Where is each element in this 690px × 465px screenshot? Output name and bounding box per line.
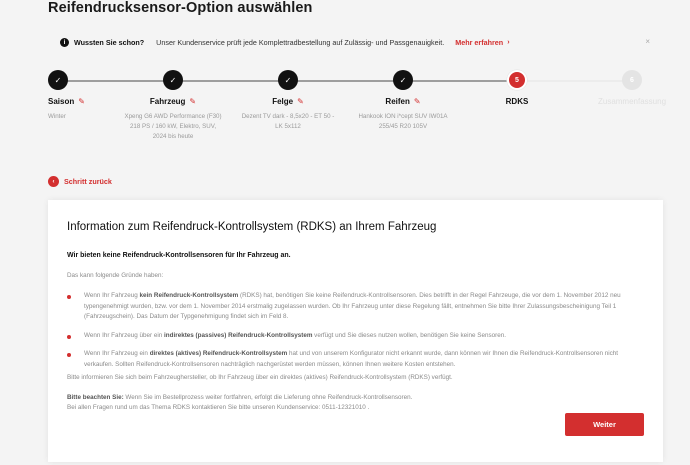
step-summary-line: 218 PS / 160 kW, Elektro, SUV, — [129, 122, 217, 130]
weiter-button[interactable]: Weiter — [565, 413, 644, 436]
contact-text: Bei allen Fragen rund um das Thema RDKS kontaktieren Sie bitte unseren Kundenservice: 0511-12321010 . — [67, 404, 370, 412]
step-summary-line: Xpeng G6 AWD Performance (F30) — [124, 113, 222, 120]
text: (RDKS) hat, benötigen Sie keine Reifendruck-Kontrollsensoren. Dies betrifft in der Regel Fahrzeuge, die vor dem 1. November 2012 neu typengenehmigt wurden, bzw. vor dem 1. November 2014 erstmalig zugelassen wurden. Ob Ihr Fahrzeug unter diese Regelung fällt, entnehmen Sie bitte Ihrer Zulassungsbescheinigung Teil 1 (Fahrzeugschein). Das Datum der Typgenehmigung findet sich im Feld 8. — [84, 292, 621, 321]
step-title — [598, 97, 666, 106]
step-title-text: Saison — [48, 97, 75, 106]
check-icon: ✓ — [48, 70, 68, 90]
step-title-text: Reifen — [385, 97, 410, 106]
text: Wenn Ihr Fahrzeug ein — [84, 350, 150, 358]
step-title-text: Felge — [272, 97, 294, 106]
step-number-badge: 5 — [509, 72, 525, 88]
bullet-icon — [67, 353, 71, 357]
step-summary-line: 255/45 R20 105V — [378, 122, 428, 130]
step-summary — [48, 112, 108, 122]
list-item — [67, 349, 637, 370]
text-bold: kein Reifendruck-Kontrollsystem — [139, 292, 239, 299]
step-fahrzeug[interactable] — [118, 70, 228, 141]
step-zusammenfassung — [577, 70, 687, 109]
step-summary-line: Winter — [48, 113, 66, 120]
text: verfügt und Sie dieses nutzen wollen, benötigen Sie keine Sensoren. — [312, 331, 507, 339]
banner-message: Unser Kundenservice prüft jede Komplettradbestellung auf Zulässig- und Passgenauigkeit. — [156, 37, 445, 47]
step-summary — [348, 112, 458, 132]
text-bold: indirektes (passives) Reifendruck-Kontrollsystem — [164, 331, 313, 339]
step-summary — [118, 112, 228, 141]
card-title: Information zum Reifendruck-Kontrollsystem (RDKS) an Ihrem Fahrzeug — [67, 221, 437, 233]
step-title-text: RDKS — [505, 97, 529, 106]
pencil-icon[interactable]: ✎ — [413, 97, 421, 106]
manufacturer-note: Bitte informieren Sie sich beim Fahrzeughersteller, ob Ihr Fahrzeug über ein direktes (aktives) Reifendruck-Kontrollsystem (RDKS) verfügt. — [67, 374, 453, 381]
list-item — [67, 331, 637, 342]
pencil-icon[interactable]: ✎ — [297, 97, 304, 106]
banner-label: Wussten Sie schon? — [74, 37, 145, 47]
text: Wenn Ihr Fahrzeug über ein — [84, 331, 165, 339]
step-title — [48, 97, 85, 106]
step-summary-line: LK 5x112 — [275, 122, 301, 130]
list-item — [67, 291, 637, 323]
step-title — [150, 97, 196, 106]
step-rdks — [462, 70, 572, 109]
bullet-icon — [67, 295, 71, 299]
text-bold: direktes (aktives) Reifendruck-Kontrollsystem — [149, 350, 288, 358]
bullet-icon — [67, 335, 71, 339]
pencil-icon[interactable]: ✎ — [78, 97, 85, 106]
check-icon: ✓ — [393, 70, 413, 90]
text: Wenn Ihr Fahrzeug — [84, 292, 140, 299]
pencil-icon[interactable]: ✎ — [189, 97, 197, 106]
check-icon: ✓ — [163, 70, 183, 90]
step-title — [506, 97, 529, 106]
page-title: Reifendrucksensor-Option auswählen — [48, 0, 313, 16]
step-title-text: Fahrzeug — [149, 97, 186, 106]
step-title — [272, 97, 304, 106]
step-summary-line: Dezent TV dark - 8,5x20 - ET 50 - — [241, 113, 335, 120]
notice-label: Bitte beachten Sie: — [67, 394, 124, 401]
step-summary — [233, 112, 343, 132]
mehr-erfahren-label: Mehr erfahren — [455, 37, 504, 47]
back-link[interactable] — [48, 176, 112, 187]
close-icon[interactable]: × — [645, 37, 650, 46]
reasons-list — [67, 291, 637, 379]
mehr-erfahren-link[interactable] — [455, 38, 509, 47]
step-felge[interactable] — [233, 70, 343, 132]
step-title — [385, 97, 420, 106]
notice-text: Wenn Sie im Bestellprozess weiter fortfahren, erfolgt die Lieferung ohne Reifendruck-Kontrollsensoren. — [123, 394, 413, 401]
info-banner — [48, 30, 663, 54]
step-summary-line: Hankook ION i*cept SUV IW01A — [358, 113, 448, 120]
text: hat und von unserem Konfigurator nicht erkannt wurde, dann können wir Ihnen die Reifendruck-Kontrollsensoren nicht verkaufen. Sollten Reifendruck-Kontrollsensoren nachträglich nachgerüstet werden müssen, können Ihnen weitere Kosten entstehen. — [84, 350, 619, 368]
rdks-info-card — [48, 200, 663, 462]
notice-block — [67, 393, 412, 414]
chevron-right-icon: › — [507, 38, 510, 46]
card-intro: Das kann folgende Gründe haben: — [67, 272, 164, 279]
step-saison[interactable] — [48, 70, 108, 122]
step-number-badge: 6 — [622, 70, 642, 90]
chevron-left-icon: ‹ — [48, 176, 59, 187]
step-summary-line: 2024 bis heute — [152, 132, 194, 140]
info-icon: i — [60, 38, 69, 47]
step-reifen[interactable] — [348, 70, 458, 132]
check-icon: ✓ — [278, 70, 298, 90]
progress-stepper — [0, 68, 690, 148]
card-lead: Wir bieten keine Reifendruck-Kontrollsensoren für Ihr Fahrzeug an. — [67, 252, 291, 259]
step-title-text: Zusammenfassung — [597, 97, 667, 106]
back-label: Schritt zurück — [64, 177, 112, 186]
